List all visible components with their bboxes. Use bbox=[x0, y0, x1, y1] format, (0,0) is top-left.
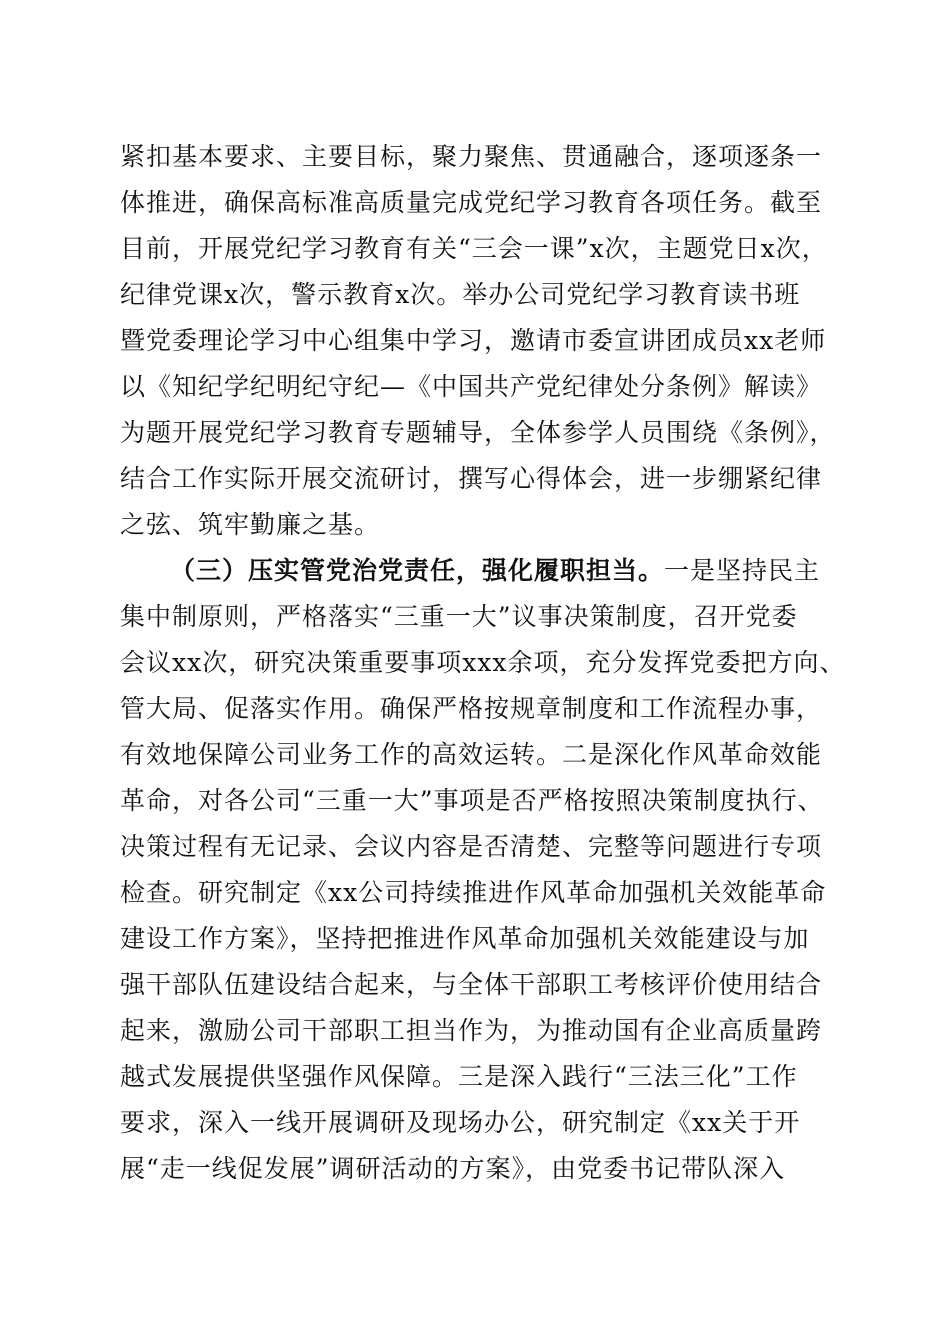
paragraph-line: 目前，开展党纪学习教育有关“三会一课”x次，主题党日x次， bbox=[120, 234, 828, 263]
paragraph-line: 暨党委理论学习中心组集中学习，邀请市委宣讲团成员xx老师 bbox=[120, 326, 827, 355]
paragraph-line: 以《知纪学纪明纪守纪—《中国共产党纪律处分条例》解读》 bbox=[120, 372, 823, 401]
paragraph-line: 之弦、筑牢勤廉之基。 bbox=[120, 510, 381, 539]
paragraph-line: 为题开展党纪学习教育专题辅导，全体参学人员围绕《条例》， bbox=[120, 418, 836, 447]
paragraph-line: 要求，深入一线开展调研及现场办公，研究制定《xx关于开 bbox=[120, 1108, 801, 1137]
paragraph-line: 强干部队伍建设结合起来，与全体干部职工考核评价使用结合 bbox=[120, 970, 823, 999]
paragraph-line: 管大局、促落实作用。确保严格按规章制度和工作流程办事， bbox=[120, 694, 823, 723]
section-heading: （三）压实管党治党责任，强化履职担当。 bbox=[170, 556, 665, 585]
paragraph-line: 集中制原则，严格落实“三重一大”议事决策制度，召开党委 bbox=[120, 602, 798, 631]
paragraph-line: 越式发展提供坚强作风保障。三是深入践行“三法三化”工作 bbox=[120, 1062, 798, 1091]
paragraph-line: 革命，对各公司“三重一大”事项是否严格按照决策制度执行、 bbox=[120, 786, 824, 815]
paragraph-line: 结合工作实际开展交流研讨，撰写心得体会，进一步绷紧纪律 bbox=[120, 464, 823, 493]
paragraph-line: 建设工作方案》，坚持把推进作风革命加强机关效能建设与加 bbox=[120, 924, 810, 953]
paragraph-line: 会议xx次，研究决策重要事项xxx余项，充分发挥党委把方向、 bbox=[120, 648, 846, 677]
paragraph-line: 纪律党课x次，警示教育x次。举办公司党纪学习教育读书班 bbox=[120, 280, 801, 309]
section-heading-line bbox=[170, 551, 820, 591]
paragraph-line: 检查。研究制定《xx公司持续推进作风革命加强机关效能革命 bbox=[120, 878, 827, 907]
section-heading-rest: 一是坚持民主 bbox=[664, 556, 821, 585]
paragraph-line: 决策过程有无记录、会议内容是否清楚、完整等问题进行专项 bbox=[120, 832, 823, 861]
paragraph-line: 体推进，确保高标准高质量完成党纪学习教育各项任务。截至 bbox=[120, 188, 823, 217]
paragraph-line: 有效地保障公司业务工作的高效运转。二是深化作风革命效能 bbox=[120, 740, 823, 769]
paragraph-line: 展“走一线促发展”调研活动的方案》，由党委书记带队深入 bbox=[120, 1154, 786, 1183]
paragraph-line: 起来，激励公司干部职工担当作为，为推动国有企业高质量跨 bbox=[120, 1016, 823, 1045]
paragraph-line: 紧扣基本要求、主要目标，聚力聚焦、贯通融合，逐项逐条一 bbox=[120, 142, 823, 171]
